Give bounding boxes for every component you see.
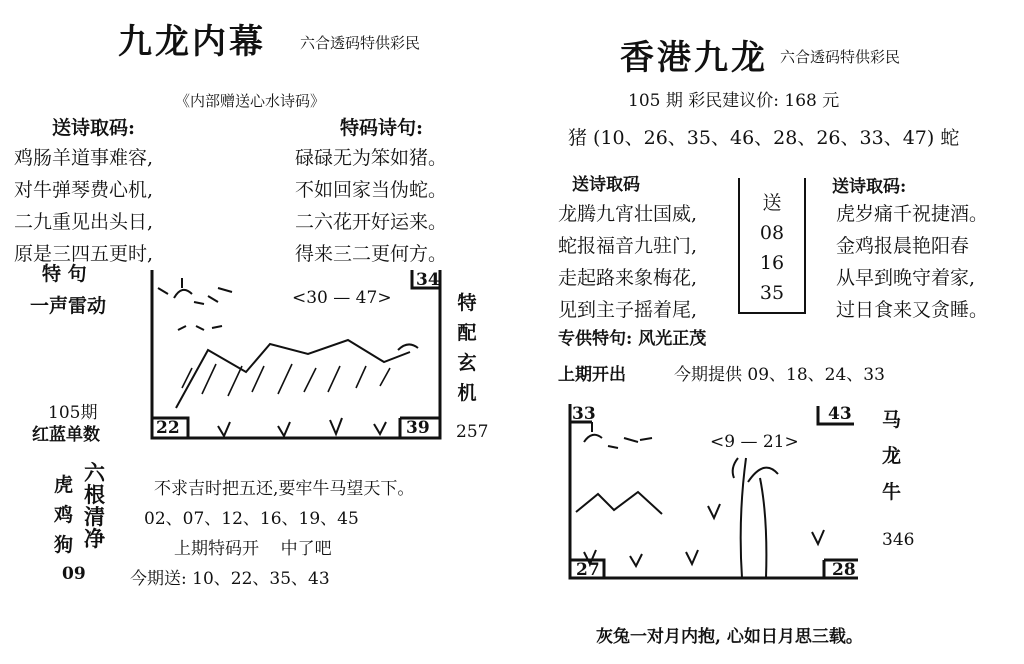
poem-line: 蛇报福音九驻门, [558,235,698,257]
side-char: 玄 [457,352,477,374]
left-subheading: 《内部赠送心水诗码》 [175,92,326,110]
left-slogan: 不求吉时把五还,要牢牛马望天下。 [154,479,415,499]
left-animals [54,470,73,560]
right-subtitle: 六合透码特供彩民 [780,48,901,66]
vertical-char: 六 [84,460,105,485]
right-last-open-label: 上期开出 [558,365,626,385]
poem-line: 二九重见出头日, [14,211,154,233]
left-last-period-line: 上期特码开 中了吧 [174,539,332,559]
poem-line: 对牛弹琴费心机, [14,179,154,201]
right-poem-left [558,198,697,326]
poem-line: 走起路来象梅花, [558,267,698,289]
side-char: 配 [457,322,477,344]
right-bottom-slogan: 灰兔一对月内抱, 心如日月思三载。 [596,627,863,647]
poem-line: 龙腾九宵壮国威, [558,203,698,225]
poem-line: 二六花开好运来。 [295,211,448,233]
poem-line: 从早到晚守着家, [836,267,976,289]
right-special-phrase: 专供特句: 风光正茂 [558,329,707,349]
right-today-provide: 今期提供 09、18、24、33 [674,365,885,385]
right-corner-top-left: 33 [572,404,596,424]
side-char: 机 [457,382,477,404]
right-title: 香港九龙 [620,38,768,78]
left-corner-bottom-left: 22 [156,418,180,438]
left-subtitle: 六合透码特供彩民 [300,34,421,52]
animal: 虎 [54,474,74,496]
poem-line: 碌碌无为笨如猪。 [295,147,448,169]
left-special-phrase: 一声雷动 [30,295,107,317]
right-corner-top-right: 43 [828,404,852,424]
right-side-number: 346 [882,530,915,550]
right-price-line: 105 期 彩民建议价: 168 元 [628,91,840,111]
box-item: 16 [759,252,785,274]
left-title: 九龙内幕 [118,22,266,62]
right-send-poem-label: 送诗取码 [572,175,640,195]
left-numbers-line: 02、07、12、16、19、45 [144,509,359,529]
side-char: 龙 [882,445,902,467]
left-corner-top-right: 34 [416,270,440,290]
right-code-box [738,178,806,314]
left-bottom-code: 09 [62,564,86,584]
vertical-char: 根 [84,482,105,507]
poem-line: 得来三二更何方。 [295,243,448,265]
poem-line: 原是三四五更时, [14,243,154,265]
vertical-char: 清 [84,504,105,529]
poem-line: 虎岁痛千祝捷酒。 [836,203,989,225]
left-side-number: 257 [456,422,489,442]
side-char: 马 [882,409,902,431]
left-side-label [452,288,482,408]
poem-line: 金鸡报晨艳阳春 [836,235,970,257]
left-corner-bottom-right: 39 [406,418,430,438]
poem-line: 鸡肠羊道事难容, [14,147,154,169]
right-side-label [882,402,901,510]
left-period-label: 105期 [48,403,98,423]
poem-line: 过日食来又贪睡。 [836,299,989,321]
poem-line: 见到主子摇着尾, [558,299,698,321]
left-poem-left [14,142,153,270]
side-char: 特 [457,292,477,314]
right-poem-right [836,198,988,326]
right-pig-line: 猪 (10、26、35、46、28、26、33、47) 蛇 [568,127,960,149]
animal: 鸡 [54,504,74,526]
box-item: 35 [759,282,785,304]
poem-line: 不如回家当伪蛇。 [295,179,448,201]
side-char: 牛 [882,481,902,503]
right-corner-bottom-right: 28 [832,560,856,580]
left-sketch-range: <30 — 47> [292,288,392,308]
left-today-send: 今期送: 10、22、35、43 [130,569,330,589]
box-item: 送 [762,192,782,214]
right-send-poem-label-right: 送诗取码: [832,177,907,197]
vertical-char: 净 [84,526,105,551]
left-special-phrase-label: 特 句 [42,263,87,285]
left-vertical-label [84,462,105,550]
right-corner-bottom-left: 27 [576,560,600,580]
left-send-poem-label: 送诗取码: [52,117,136,139]
animal: 狗 [54,534,74,556]
box-item: 08 [759,222,785,244]
right-sketch-range: <9 — 21> [710,432,799,452]
left-red-blue-label: 红蓝单数 [32,425,100,445]
right-sketch [568,402,864,580]
left-special-poem-label: 特码诗句: [340,117,424,139]
left-poem-right [295,142,447,270]
